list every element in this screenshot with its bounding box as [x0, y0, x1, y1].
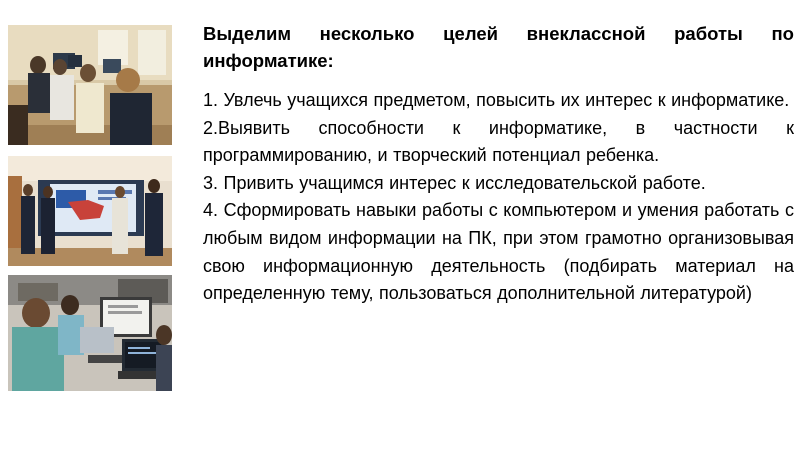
presentation-photo [8, 156, 172, 266]
goal-item: 2.Выявить способности к информатике, в частности к программированию, и творческий потенциал ребенка. [203, 117, 794, 166]
goals-list [203, 87, 794, 308]
classroom-photo [8, 25, 172, 145]
laptops-photo [8, 275, 172, 391]
students-laptops-photo-icon [8, 275, 172, 391]
goal-item: 3. Привить учащимся интерес к исследовательской работе. [203, 172, 706, 193]
goal-item: 1. Увлечь учащихся предметом, повысить их интерес к информатике. [203, 90, 790, 110]
students-presentation-photo-icon [8, 156, 172, 266]
slide-heading: Выделим несколько целей внеклассной работы по информатике: [203, 23, 794, 71]
goal-item: 4. Сформировать навыки работы с компьютером и умения работать с любым видом информации на ПК, при этом грамотно организовывая свою информационную деятельность (подбирать материал на определенную тему, пользоваться дополнительной литературой) [203, 200, 794, 304]
goals-text-block [203, 20, 794, 308]
classroom-computers-photo-icon [8, 25, 172, 145]
